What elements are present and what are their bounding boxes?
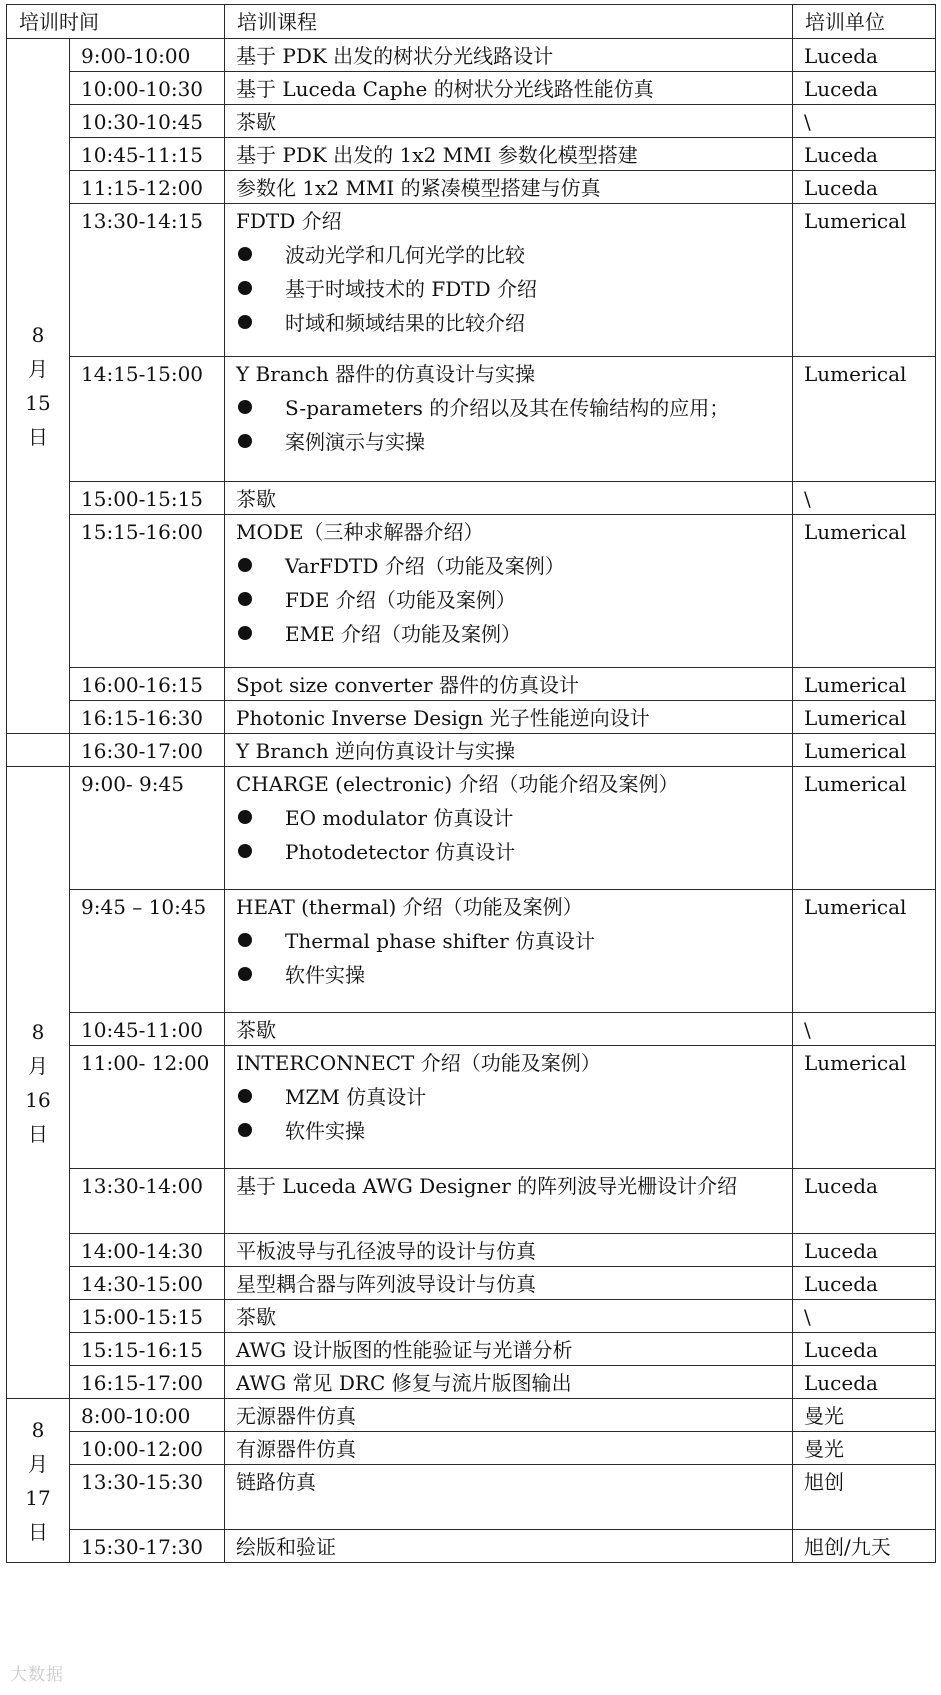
course-topic-item <box>236 963 792 987</box>
schedule-row <box>7 1046 936 1169</box>
schedule-row <box>7 1530 936 1563</box>
schedule-row <box>7 1333 936 1366</box>
bullet-icon <box>238 1089 252 1103</box>
course-title: Photonic Inverse Design 光子性能逆向设计 <box>236 706 650 730</box>
course-title: 星型耦合器与阵列波导设计与仿真 <box>236 1272 536 1296</box>
schedule-row <box>7 72 936 105</box>
course-title: Spot size converter 器件的仿真设计 <box>236 673 579 697</box>
time-cell: 15:00-15:15 <box>70 1300 225 1333</box>
schedule-row <box>7 171 936 204</box>
course-topic-item <box>236 1119 792 1143</box>
course-topic-item <box>236 396 792 420</box>
bullet-icon <box>238 247 252 261</box>
course-topic-item <box>236 622 792 646</box>
course-title: 绘版和验证 <box>236 1535 336 1559</box>
unit-cell: 旭创/九天 <box>793 1530 936 1563</box>
schedule-row <box>7 1234 936 1267</box>
course-topic-list <box>236 806 792 864</box>
course-topic-item <box>236 430 792 454</box>
course-topic-text: Thermal phase shifter 仿真设计 <box>285 929 596 953</box>
course-topic-text: 软件实操 <box>285 1119 365 1143</box>
bullet-icon <box>238 626 252 640</box>
course-topic-list <box>236 243 792 335</box>
course-cell <box>225 734 793 767</box>
time-cell: 9:45 – 10:45 <box>70 890 225 1013</box>
course-title: Y Branch 逆向仿真设计与实操 <box>236 739 516 763</box>
course-topic-text: 波动光学和几何光学的比较 <box>285 243 525 267</box>
course-cell <box>225 72 793 105</box>
bullet-icon <box>238 315 252 329</box>
unit-cell: Luceda <box>793 1234 936 1267</box>
schedule-row <box>7 1169 936 1234</box>
course-cell <box>225 1046 793 1169</box>
course-topic-item <box>236 840 792 864</box>
course-title: FDTD 介绍 <box>236 209 342 233</box>
schedule-row <box>7 767 936 890</box>
unit-cell: 旭创 <box>793 1465 936 1530</box>
time-cell: 14:30-15:00 <box>70 1267 225 1300</box>
schedule-row <box>7 1013 936 1046</box>
bullet-icon <box>238 400 252 414</box>
schedule-row <box>7 39 936 72</box>
unit-cell: Lumerical <box>793 357 936 482</box>
bullet-icon <box>238 967 252 981</box>
course-cell <box>225 1234 793 1267</box>
schedule-row <box>7 357 936 482</box>
date-char: 8 <box>31 1417 45 1442</box>
unit-cell: \ <box>793 1013 936 1046</box>
watermark: 大数据 <box>10 1665 64 1685</box>
header-time: 培训时间 <box>7 5 225 39</box>
date-char: 日 <box>28 1121 48 1146</box>
schedule-row <box>7 890 936 1013</box>
time-cell: 13:30-14:00 <box>70 1169 225 1234</box>
bullet-icon <box>238 933 252 947</box>
course-title: CHARGE (electronic) 介绍（功能介绍及案例） <box>236 772 679 796</box>
time-cell: 15:15-16:00 <box>70 515 225 668</box>
date-char: 日 <box>28 1519 48 1544</box>
course-topic-item <box>236 929 792 953</box>
course-title: 基于 PDK 出发的 1x2 MMI 参数化模型搭建 <box>236 143 638 167</box>
course-topic-text: 基于时域技术的 FDTD 介绍 <box>285 277 538 301</box>
schedule-row <box>7 1300 936 1333</box>
course-title: AWG 常见 DRC 修复与流片版图输出 <box>236 1371 572 1395</box>
course-cell <box>225 515 793 668</box>
date-char: 8 <box>31 1019 45 1044</box>
course-cell <box>225 1399 793 1432</box>
time-cell: 10:45-11:15 <box>70 138 225 171</box>
course-title: 有源器件仿真 <box>236 1437 356 1461</box>
header-course: 培训课程 <box>225 5 793 39</box>
time-cell: 8:00-10:00 <box>70 1399 225 1432</box>
unit-cell: Lumerical <box>793 734 936 767</box>
course-cell <box>225 105 793 138</box>
course-title: 无源器件仿真 <box>236 1404 356 1428</box>
course-topic-text: 软件实操 <box>285 963 365 987</box>
course-title: 平板波导与孔径波导的设计与仿真 <box>236 1239 536 1263</box>
schedule-row <box>7 1465 936 1530</box>
course-topic-text: S-parameters 的介绍以及其在传输结构的应用； <box>285 396 730 420</box>
bullet-icon <box>238 810 252 824</box>
course-cell <box>225 1432 793 1465</box>
schedule-row <box>7 701 936 734</box>
course-title: 基于 PDK 出发的树状分光线路设计 <box>236 44 554 68</box>
course-topic-item <box>236 243 792 267</box>
time-cell: 16:15-17:00 <box>70 1366 225 1399</box>
time-cell: 11:15-12:00 <box>70 171 225 204</box>
date-char: 月 <box>28 1053 48 1078</box>
bullet-icon <box>238 1123 252 1137</box>
time-cell: 16:15-16:30 <box>70 701 225 734</box>
course-title: 链路仿真 <box>236 1470 316 1494</box>
date-cell <box>7 767 70 1399</box>
date-char: 月 <box>28 357 48 381</box>
date-char: 17 <box>25 1485 51 1510</box>
course-topic-item <box>236 311 792 335</box>
time-cell: 13:30-14:15 <box>70 204 225 357</box>
bullet-icon <box>238 844 252 858</box>
time-cell: 10:00-10:30 <box>70 72 225 105</box>
course-topic-text: Photodetector 仿真设计 <box>285 840 516 864</box>
course-cell <box>225 1169 793 1234</box>
unit-cell: Luceda <box>793 1267 936 1300</box>
bullet-icon <box>238 281 252 295</box>
unit-cell: Lumerical <box>793 668 936 701</box>
header-row <box>7 5 936 39</box>
unit-cell: Luceda <box>793 171 936 204</box>
time-cell: 15:00-15:15 <box>70 482 225 515</box>
unit-cell: 曼光 <box>793 1399 936 1432</box>
course-topic-item <box>236 806 792 830</box>
course-topic-list <box>236 1085 792 1143</box>
time-cell: 10:30-10:45 <box>70 105 225 138</box>
time-cell: 10:45-11:00 <box>70 1013 225 1046</box>
unit-cell: Lumerical <box>793 1046 936 1169</box>
course-topic-text: 时域和频域结果的比较介绍 <box>285 311 525 335</box>
time-cell: 10:00-12:00 <box>70 1432 225 1465</box>
unit-cell: \ <box>793 482 936 515</box>
course-topic-item <box>236 277 792 301</box>
course-cell <box>225 138 793 171</box>
date-char: 16 <box>25 1087 51 1112</box>
time-cell: 15:30-17:30 <box>70 1530 225 1563</box>
course-title: INTERCONNECT 介绍（功能及案例） <box>236 1051 601 1075</box>
schedule-row <box>7 668 936 701</box>
course-cell <box>225 890 793 1013</box>
unit-cell: Lumerical <box>793 204 936 357</box>
date-char: 15 <box>25 391 51 415</box>
course-cell <box>225 357 793 482</box>
schedule-row <box>7 482 936 515</box>
schedule-row <box>7 1366 936 1399</box>
course-topic-item <box>236 1085 792 1109</box>
course-title: AWG 设计版图的性能验证与光谱分析 <box>236 1338 573 1362</box>
course-cell <box>225 1530 793 1563</box>
course-cell <box>225 39 793 72</box>
unit-cell: Luceda <box>793 1169 936 1234</box>
schedule-row <box>7 1267 936 1300</box>
time-cell: 9:00- 9:45 <box>70 767 225 890</box>
course-cell <box>225 1465 793 1530</box>
schedule-row <box>7 1432 936 1465</box>
course-topic-list <box>236 396 792 454</box>
course-cell <box>225 171 793 204</box>
time-cell: 13:30-15:30 <box>70 1465 225 1530</box>
unit-cell: Lumerical <box>793 515 936 668</box>
course-topic-list <box>236 929 792 987</box>
course-cell <box>225 1300 793 1333</box>
unit-cell: \ <box>793 105 936 138</box>
date-char: 月 <box>28 1451 48 1476</box>
course-cell <box>225 767 793 890</box>
unit-cell: Luceda <box>793 39 936 72</box>
course-topic-text: FDE 介绍（功能及案例） <box>285 588 516 612</box>
course-title: HEAT (thermal) 介绍（功能及案例） <box>236 895 583 919</box>
schedule-row <box>7 138 936 171</box>
unit-cell: Luceda <box>793 1333 936 1366</box>
course-title: MODE（三种求解器介绍） <box>236 520 484 544</box>
course-topic-item <box>236 588 792 612</box>
course-title: 茶歇 <box>236 487 276 511</box>
date-cell <box>7 39 70 734</box>
course-topic-list <box>236 554 792 646</box>
course-topic-text: MZM 仿真设计 <box>285 1085 427 1109</box>
unit-cell: Lumerical <box>793 767 936 890</box>
unit-cell: Luceda <box>793 138 936 171</box>
schedule-row <box>7 515 936 668</box>
unit-cell: Luceda <box>793 72 936 105</box>
course-cell <box>225 668 793 701</box>
header-unit: 培训单位 <box>793 5 936 39</box>
course-cell <box>225 1333 793 1366</box>
course-title: Y Branch 器件的仿真设计与实操 <box>236 362 536 386</box>
unit-cell: Lumerical <box>793 890 936 1013</box>
date-cell <box>7 734 70 767</box>
course-topic-text: EO modulator 仿真设计 <box>285 806 514 830</box>
schedule-row <box>7 105 936 138</box>
course-title: 基于 Luceda AWG Designer 的阵列波导光栅设计介绍 <box>236 1174 738 1198</box>
unit-cell: Luceda <box>793 1366 936 1399</box>
bullet-icon <box>238 558 252 572</box>
course-topic-text: EME 介绍（功能及案例） <box>285 622 522 646</box>
course-cell <box>225 701 793 734</box>
unit-cell: \ <box>793 1300 936 1333</box>
time-cell: 9:00-10:00 <box>70 39 225 72</box>
course-title: 茶歇 <box>236 1305 276 1329</box>
date-char: 8 <box>31 323 45 347</box>
unit-cell: Lumerical <box>793 701 936 734</box>
date-char: 日 <box>28 425 48 449</box>
training-schedule-table <box>6 4 936 1563</box>
course-cell <box>225 482 793 515</box>
schedule-row <box>7 1399 936 1432</box>
course-topic-item <box>236 554 792 578</box>
bullet-icon <box>238 592 252 606</box>
schedule-row <box>7 204 936 357</box>
time-cell: 11:00- 12:00 <box>70 1046 225 1169</box>
course-title: 茶歇 <box>236 1018 276 1042</box>
course-title: 参数化 1x2 MMI 的紧凑模型搭建与仿真 <box>236 176 601 200</box>
course-topic-text: VarFDTD 介绍（功能及案例） <box>285 554 565 578</box>
course-cell <box>225 1267 793 1300</box>
schedule-body <box>7 39 936 1563</box>
time-cell: 14:00-14:30 <box>70 1234 225 1267</box>
unit-cell: 曼光 <box>793 1432 936 1465</box>
course-cell <box>225 1013 793 1046</box>
time-cell: 15:15-16:15 <box>70 1333 225 1366</box>
schedule-row <box>7 734 936 767</box>
course-title: 茶歇 <box>236 110 276 134</box>
date-cell <box>7 1399 70 1563</box>
time-cell: 16:00-16:15 <box>70 668 225 701</box>
course-cell <box>225 1366 793 1399</box>
course-cell <box>225 204 793 357</box>
course-title: 基于 Luceda Caphe 的树状分光线路性能仿真 <box>236 77 654 101</box>
time-cell: 14:15-15:00 <box>70 357 225 482</box>
course-topic-text: 案例演示与实操 <box>285 430 425 454</box>
time-cell: 16:30-17:00 <box>70 734 225 767</box>
bullet-icon <box>238 434 252 448</box>
